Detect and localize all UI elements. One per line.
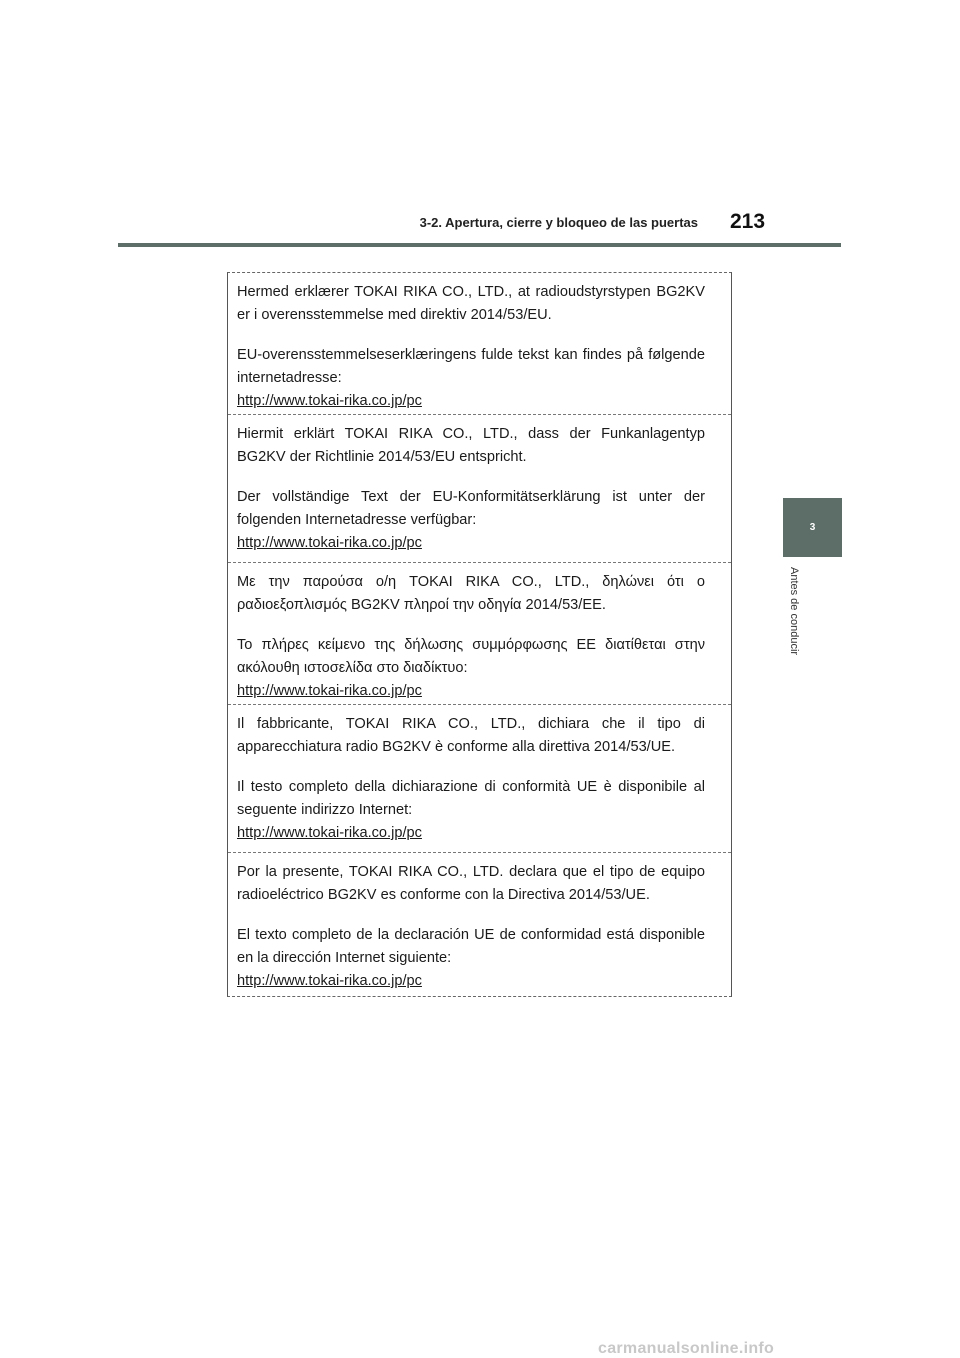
declaration-availability: Der vollständige Text der EU-Konformitätserklärung ist unter der folgenden Internetadresse verfügbar: bbox=[237, 489, 705, 528]
declaration-availability: Το πλήρες κείμενο της δήλωσης συμμόρφωσης ΕΕ διατίθεται στην ακόλουθη ιστοσελίδα στο διαδίκτυο: bbox=[237, 637, 705, 676]
declaration-spanish bbox=[228, 852, 731, 998]
declaration-german bbox=[228, 414, 731, 562]
declaration-availability: EU-overensstemmelseserklæringens fulde tekst kan findes på følgende internetadresse: bbox=[237, 347, 705, 386]
declaration-url-link[interactable]: http://www.tokai-rika.co.jp/pc bbox=[237, 973, 422, 989]
declaration-statement: Hermed erklærer TOKAI RIKA CO., LTD., at radioudstyrstypen BG2KV er i overensstemmelse med direktiv 2014/53/EU. bbox=[237, 284, 705, 323]
declaration-italian bbox=[228, 704, 731, 852]
declaration-greek bbox=[228, 562, 731, 704]
watermark: carmanualsonline.info bbox=[598, 1340, 775, 1357]
section-title: 3-2. Apertura, cierre y bloqueo de las puertas bbox=[419, 215, 698, 230]
declaration-statement: Με την παρούσα ο/η TOKAI RIKA CO., LTD., δηλώνει ότι ο ραδιοεξοπλισμός BG2KV πληροί την οδηγία 2014/53/ΕΕ. bbox=[237, 574, 705, 613]
declaration-statement: Il fabbricante, TOKAI RIKA CO., LTD., dichiara che il tipo di apparecchiatura radio BG2KV è conforme alla direttiva 2014/53/UE. bbox=[237, 716, 705, 755]
declaration-url-link[interactable]: http://www.tokai-rika.co.jp/pc bbox=[237, 393, 422, 409]
header-rule bbox=[118, 243, 841, 247]
declaration-url-link[interactable]: http://www.tokai-rika.co.jp/pc bbox=[237, 535, 422, 551]
declaration-url-link[interactable]: http://www.tokai-rika.co.jp/pc bbox=[237, 825, 422, 841]
declaration-availability: Il testo completo della dichiarazione di conformità UE è disponibile al seguente indirizzo Internet: bbox=[237, 779, 705, 818]
declaration-danish bbox=[228, 273, 731, 414]
chapter-label: Antes de conducir bbox=[788, 567, 800, 656]
chapter-number: 3 bbox=[809, 522, 816, 533]
declaration-box bbox=[227, 272, 732, 997]
declaration-statement: Por la presente, TOKAI RIKA CO., LTD. declara que el tipo de equipo radioeléctrico BG2KV es conforme con la Directiva 2014/53/UE. bbox=[237, 864, 705, 903]
chapter-tab bbox=[783, 498, 842, 557]
declaration-url-link[interactable]: http://www.tokai-rika.co.jp/pc bbox=[237, 683, 422, 699]
declaration-availability: El texto completo de la declaración UE de conformidad está disponible en la dirección Internet siguiente: bbox=[237, 927, 705, 966]
page-number: 213 bbox=[730, 210, 766, 233]
declaration-statement: Hiermit erklärt TOKAI RIKA CO., LTD., dass der Funkanlagentyp BG2KV der Richtlinie 2014/53/EU entspricht. bbox=[237, 426, 705, 465]
